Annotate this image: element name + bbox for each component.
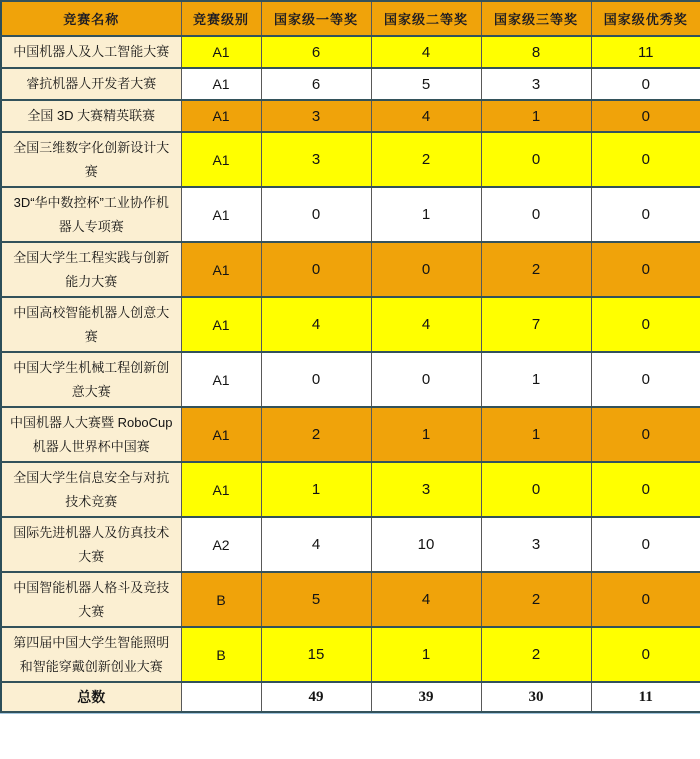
- header-national-excellence-prize: 国家级优秀奖: [591, 1, 700, 36]
- competition-name: 中国机器人及人工智能大赛: [1, 36, 181, 68]
- total-second-prize: 39: [371, 682, 481, 712]
- competition-name: 中国智能机器人格斗及竞技大赛: [1, 572, 181, 627]
- third-prize-count: 1: [481, 352, 591, 407]
- third-prize-count: 0: [481, 132, 591, 187]
- competition-level: A1: [181, 242, 261, 297]
- competition-name: 全国 3D 大赛精英联赛: [1, 100, 181, 132]
- table-row: [1, 572, 700, 627]
- first-prize-count: 0: [261, 242, 371, 297]
- total-level-empty: [181, 682, 261, 712]
- total-third-prize: 30: [481, 682, 591, 712]
- competition-name: 全国大学生工程实践与创新能力大赛: [1, 242, 181, 297]
- excellence-prize-count: 0: [591, 100, 700, 132]
- excellence-prize-count: 0: [591, 517, 700, 572]
- table-row: [1, 352, 700, 407]
- competition-level: A1: [181, 187, 261, 242]
- excellence-prize-count: 0: [591, 297, 700, 352]
- competition-level: A1: [181, 68, 261, 100]
- third-prize-count: 7: [481, 297, 591, 352]
- first-prize-count: 0: [261, 352, 371, 407]
- third-prize-count: 2: [481, 242, 591, 297]
- competition-level: A1: [181, 462, 261, 517]
- second-prize-count: 5: [371, 68, 481, 100]
- third-prize-count: 1: [481, 100, 591, 132]
- second-prize-count: 3: [371, 462, 481, 517]
- excellence-prize-count: 0: [591, 572, 700, 627]
- excellence-prize-count: 0: [591, 407, 700, 462]
- competition-level: A1: [181, 407, 261, 462]
- header-competition-name: 竞赛名称: [1, 1, 181, 36]
- second-prize-count: 4: [371, 100, 481, 132]
- third-prize-count: 0: [481, 462, 591, 517]
- table-row: [1, 297, 700, 352]
- excellence-prize-count: 0: [591, 132, 700, 187]
- total-row: [1, 682, 700, 712]
- competition-level: B: [181, 572, 261, 627]
- second-prize-count: 4: [371, 572, 481, 627]
- table-row: [1, 187, 700, 242]
- competition-name: 第四届中国大学生智能照明和智能穿戴创新创业大赛: [1, 627, 181, 682]
- competition-name: 全国大学生信息安全与对抗技术竞赛: [1, 462, 181, 517]
- table-row: [1, 132, 700, 187]
- second-prize-count: 0: [371, 242, 481, 297]
- header-row: [1, 1, 700, 36]
- header-national-second-prize: 国家级二等奖: [371, 1, 481, 36]
- header-national-third-prize: 国家级三等奖: [481, 1, 591, 36]
- competition-name: 3D“华中数控杯”工业协作机器人专项赛: [1, 187, 181, 242]
- competition-level: A1: [181, 352, 261, 407]
- excellence-prize-count: 0: [591, 627, 700, 682]
- first-prize-count: 6: [261, 36, 371, 68]
- first-prize-count: 1: [261, 462, 371, 517]
- second-prize-count: 4: [371, 36, 481, 68]
- first-prize-count: 4: [261, 517, 371, 572]
- first-prize-count: 5: [261, 572, 371, 627]
- table-row: [1, 407, 700, 462]
- second-prize-count: 4: [371, 297, 481, 352]
- excellence-prize-count: 0: [591, 462, 700, 517]
- competition-name: 中国机器人大赛暨 RoboCup 机器人世界杯中国赛: [1, 407, 181, 462]
- header-competition-level: 竞赛级别: [181, 1, 261, 36]
- second-prize-count: 1: [371, 627, 481, 682]
- first-prize-count: 4: [261, 297, 371, 352]
- header-national-first-prize: 国家级一等奖: [261, 1, 371, 36]
- table-row: [1, 517, 700, 572]
- third-prize-count: 8: [481, 36, 591, 68]
- competition-name: 国际先进机器人及仿真技术大赛: [1, 517, 181, 572]
- competition-level: A1: [181, 36, 261, 68]
- competition-name: 全国三维数字化创新设计大赛: [1, 132, 181, 187]
- first-prize-count: 0: [261, 187, 371, 242]
- total-label: 总数: [1, 682, 181, 712]
- competition-level: A1: [181, 100, 261, 132]
- competition-name: 中国高校智能机器人创意大赛: [1, 297, 181, 352]
- excellence-prize-count: 11: [591, 36, 700, 68]
- third-prize-count: 1: [481, 407, 591, 462]
- table-row: [1, 462, 700, 517]
- competition-level: A1: [181, 132, 261, 187]
- second-prize-count: 2: [371, 132, 481, 187]
- table-row: [1, 242, 700, 297]
- second-prize-count: 10: [371, 517, 481, 572]
- table-row: [1, 100, 700, 132]
- second-prize-count: 1: [371, 187, 481, 242]
- third-prize-count: 3: [481, 68, 591, 100]
- competition-name: 中国大学生机械工程创新创意大赛: [1, 352, 181, 407]
- second-prize-count: 1: [371, 407, 481, 462]
- first-prize-count: 3: [261, 100, 371, 132]
- competition-level: A1: [181, 297, 261, 352]
- table-row: [1, 627, 700, 682]
- table-row: [1, 36, 700, 68]
- first-prize-count: 6: [261, 68, 371, 100]
- first-prize-count: 3: [261, 132, 371, 187]
- excellence-prize-count: 0: [591, 187, 700, 242]
- competition-level: A2: [181, 517, 261, 572]
- third-prize-count: 0: [481, 187, 591, 242]
- excellence-prize-count: 0: [591, 68, 700, 100]
- competition-name: 睿抗机器人开发者大赛: [1, 68, 181, 100]
- first-prize-count: 15: [261, 627, 371, 682]
- total-excellence-prize: 11: [591, 682, 700, 712]
- excellence-prize-count: 0: [591, 242, 700, 297]
- total-first-prize: 49: [261, 682, 371, 712]
- excellence-prize-count: 0: [591, 352, 700, 407]
- third-prize-count: 2: [481, 627, 591, 682]
- third-prize-count: 2: [481, 572, 591, 627]
- second-prize-count: 0: [371, 352, 481, 407]
- first-prize-count: 2: [261, 407, 371, 462]
- third-prize-count: 3: [481, 517, 591, 572]
- competition-level: B: [181, 627, 261, 682]
- table-row: [1, 68, 700, 100]
